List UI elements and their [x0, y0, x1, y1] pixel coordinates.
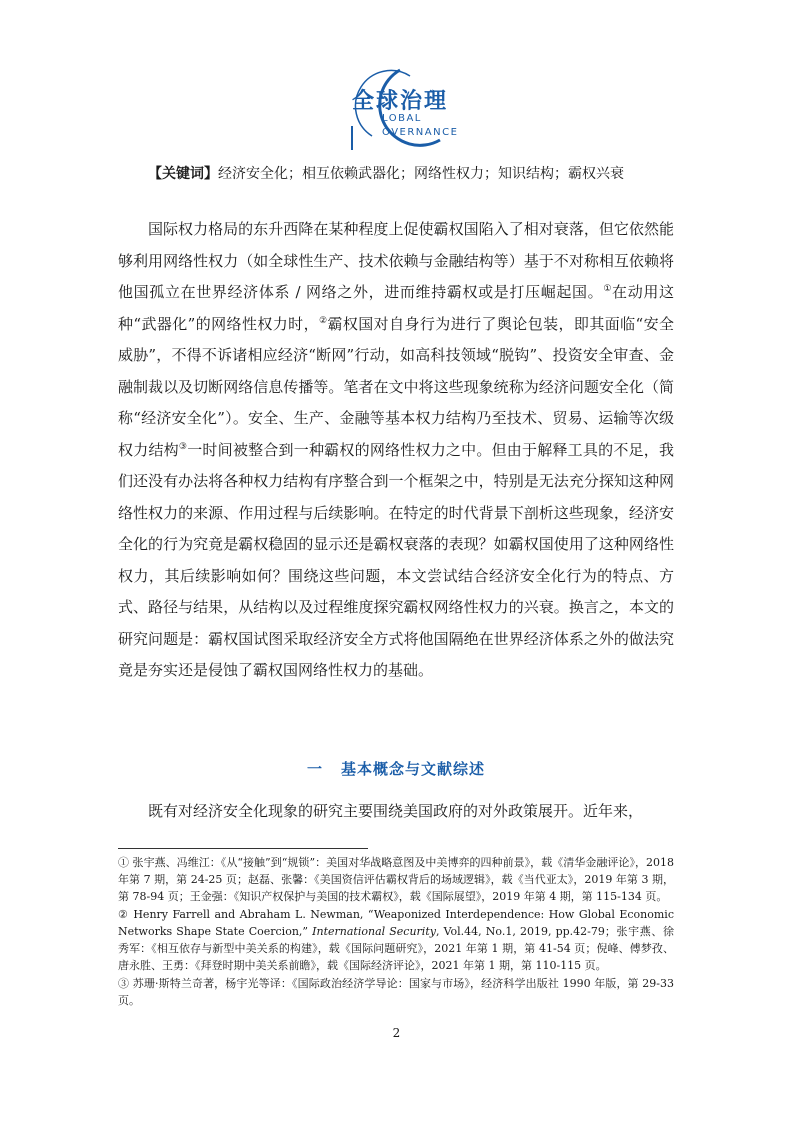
footnote-2-mark: ② — [118, 908, 129, 921]
intro-paragraph — [118, 214, 674, 687]
footnote-2-text-a: Henry Farrell and Abraham L. Newman, “Weaponized Interdependence: How Global Economic Networks Shape State Coercion,” — [118, 908, 674, 938]
footnote-1-text: 张宇燕、冯维江：《从“接触”到“规锁”：美国对华战略意图及中美博弈的四种前景》，载《清华金融评论》，2018 年第 7 期，第 24-25 页；赵磊、张馨：《美国资信评估霸权背后的场域逻辑》，载《当代亚太》，2019 年第 3 期，第 78-94 页；王金强：《知识产权保护与美国的技术霸权》，载《国际展望》，2019 年第 4 期，第 115-134 页。 — [118, 856, 674, 903]
footnote-2 — [118, 906, 674, 974]
footnote-1 — [118, 854, 674, 905]
logo-english-line-2: OVERNANCE — [382, 127, 459, 138]
global-governance-logo — [322, 66, 482, 156]
intro-text-3: 霸权国对自身行为进行了舆论包装，即其面临“安全威胁”，不得不诉诸相应经济“断网”行动，如高科技领域“脱钩”、投资安全审查、金融制裁以及切断网络信息传播等。笔者在文中将这些现象统称为经济问题安全化（简称“经济安全化”）。安全、生产、金融等基本权力结构乃至技术、贸易、运输等次级权力结构 — [118, 314, 675, 459]
section-title-text: 基本概念与文献综述 — [341, 760, 486, 778]
section-first-line: 既有对经济安全化现象的研究主要围绕美国政府的对外政策展开。近年来， — [148, 802, 644, 820]
footnote-divider — [118, 848, 368, 849]
intro-text-2: 在动用这种“武器化”的网络性权力时， — [118, 283, 674, 333]
footnote-ref-3[interactable]: ③ — [178, 441, 188, 452]
keywords-text: 经济安全化；相互依赖武器化；网络性权力；知识结构；霸权兴衰 — [218, 166, 624, 182]
logo-chinese-title: 全球治理 — [352, 89, 449, 114]
keywords-label: 【关键词】 — [148, 166, 218, 182]
footnote-2-journal: International Security — [312, 925, 436, 938]
footnote-3 — [118, 975, 674, 1009]
section-number: 一 — [306, 760, 323, 778]
section-heading — [118, 758, 674, 779]
footnotes — [118, 854, 674, 1010]
footnote-ref-1[interactable]: ① — [603, 284, 613, 294]
footnote-3-mark: ③ — [118, 977, 130, 990]
section-body — [118, 796, 674, 828]
footnote-ref-2[interactable]: ② — [318, 315, 328, 326]
keywords-line — [148, 164, 668, 184]
footnote-3-text: 苏珊·斯特兰奇著，杨宇光等译：《国际政治经济学导论：国家与市场》，经济科学出版社 1990 年版，第 29-33 页。 — [118, 977, 675, 1007]
intro-text-4: 一时间被整合到一种霸权的网络性权力之中。但由于解释工具的不足，我们还没有办法将各种权力结构有序整合到一个框架之中，特别是无法充分探知这种网络性权力的来源、作用过程与后续影响。在特定的时代背景下剖析这些现象，经济安全化的行为究竟是霸权稳固的显示还是霸权衰落的表现？如霸权国使用了这种网络性权力，其后续影响如何？围绕这些问题，本文尝试结合经济安全化行为的特点、方式、路径与结果，从结构以及过程维度探究霸权网络性权力的兴衰。换言之，本文的研究问题是：霸权国试图采取经济安全方式将他国隔绝在世界经济体系之外的做法究竟是夯实还是侵蚀了霸权国网络性权力的基础。 — [118, 440, 674, 679]
page-number: 2 — [392, 1026, 401, 1040]
intro-section — [118, 214, 674, 687]
footnote-2-text-b: , Vol.44, No.1, 2019, pp.42-79；张宇燕、徐秀军：《相互依存与新型中美关系的构建》，载《国际问题研究》，2021 年第 1 期，第 41-54 页；倪峰、傅梦孜、唐永胜、王勇：《拜登时期中美关系前瞻》，载《国际经济评论》，2021 年第 1 期，第 110-115 页。 — [118, 925, 674, 972]
logo-english-line-1: LOBAL — [382, 113, 422, 124]
footnote-1-mark: ① — [118, 856, 130, 869]
intro-text-1: 国际权力格局的东升西降在某种程度上促使霸权国陷入了相对衰落，但它依然能够利用网络性权力（如全球性生产、技术依赖与金融结构等）基于不对称相互依赖将他国孤立在世界经济体系 / 网络之外，进而维持霸权或是打压崛起国。 — [118, 220, 674, 301]
